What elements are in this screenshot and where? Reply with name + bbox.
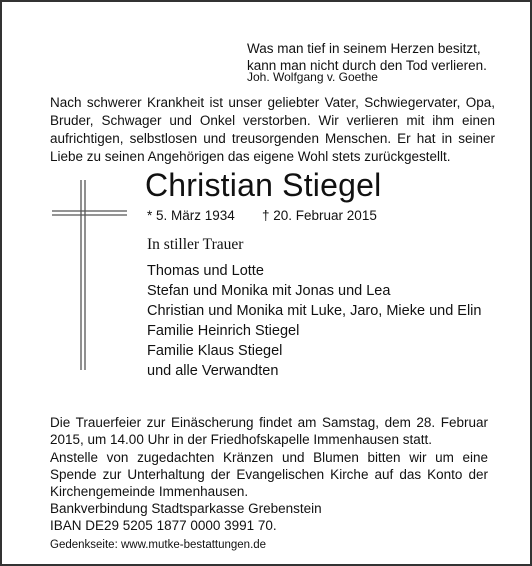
death-date: † 20. Februar 2015 — [262, 208, 377, 223]
intro-paragraph — [50, 94, 495, 166]
bank-line: IBAN DE29 5205 1877 0000 3991 70. — [50, 518, 277, 533]
quote-line: Was man tief in seinem Herzen besitzt, — [247, 41, 481, 56]
mourner-line: Stefan und Monika mit Jonas und Lea — [147, 283, 391, 299]
mourner-line: Thomas und Lotte — [147, 263, 264, 279]
bank-details — [50, 500, 488, 534]
mourner-line: Christian und Monika mit Luke, Jaro, Mieke und Elin — [147, 303, 482, 319]
funeral-paragraph — [50, 414, 488, 448]
intro-line: aufrichtigen, selbstlosen und treusorgenden Menschen. Er hat in seiner — [50, 131, 495, 146]
funeral-line: 2015, um 14.00 Uhr in der Friedhofskapelle Immenhausen statt. — [50, 432, 432, 447]
donation-paragraph — [50, 449, 488, 500]
birth-date: * 5. März 1934 — [147, 208, 235, 223]
mourning-heading: In stiller Trauer — [147, 236, 244, 253]
donation-line: Anstelle von zugedachten Kränzen und Blumen bitten wir um eine — [50, 450, 488, 465]
mourner-line: und alle Verwandten — [147, 363, 279, 379]
memorial-page-link[interactable]: Gedenkseite: www.mutke-bestattungen.de — [50, 539, 267, 551]
funeral-line: Die Trauerfeier zur Einäscherung findet am Samstag, dem 28. Februar — [50, 415, 488, 430]
quote-author: Joh. Wolfgang v. Goethe — [247, 70, 378, 84]
intro-line: Nach schwerer Krankheit ist unser geliebter Vater, Schwiegervater, Opa, — [50, 95, 495, 110]
mourner-line: Familie Heinrich Stiegel — [147, 323, 300, 339]
mourner-line: Familie Klaus Stiegel — [147, 343, 283, 359]
donation-line: Spende zur Unterhaltung der Evangelischen Kirche auf das Konto der — [50, 467, 488, 482]
donation-line: Kirchengemeinde Immenhausen. — [50, 484, 249, 499]
deceased-name: Christian Stiegel — [145, 167, 382, 203]
intro-line: Bruder, Schwager und Onkel verstorben. Wir verlieren mit ihm einen — [50, 113, 495, 128]
quote-line: kann man nicht durch den Tod verlieren. — [247, 58, 487, 73]
bank-line: Bankverbindung Stadtsparkasse Grebenstein — [50, 501, 322, 516]
cross-icon — [52, 180, 132, 370]
intro-line: Liebe zu seinen Angehörigen das eigene Wohl stets zurückgestellt. — [50, 149, 451, 164]
